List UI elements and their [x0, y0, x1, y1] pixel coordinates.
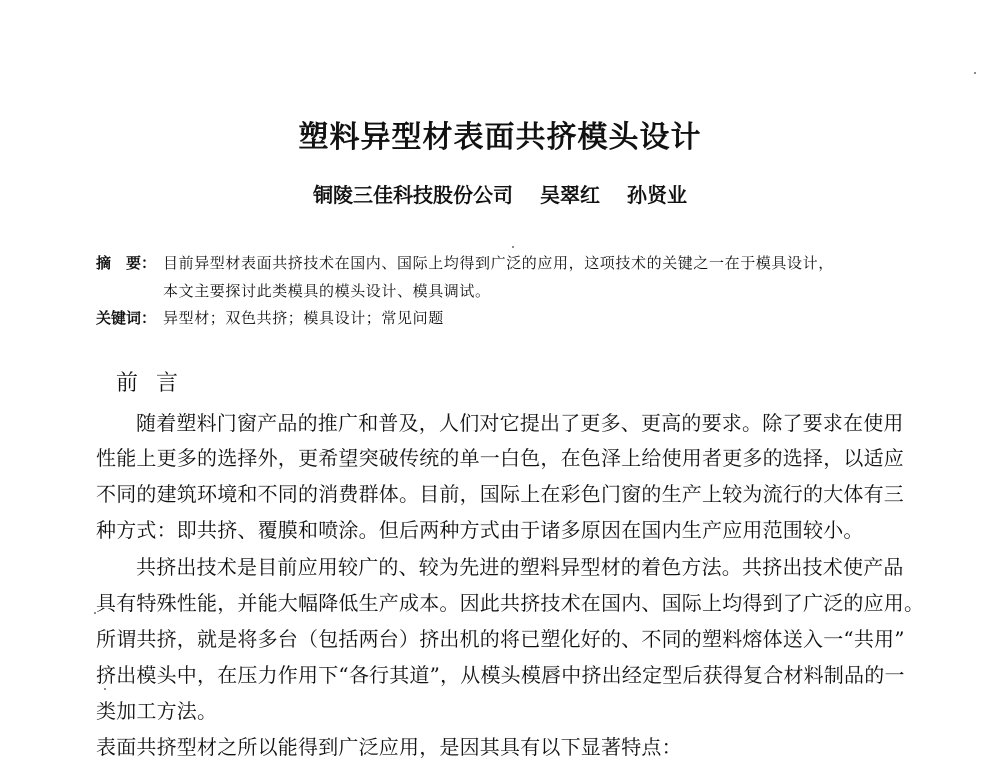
scan-speck: [104, 688, 106, 690]
body-line: 共挤出技术是目前应用较广的、较为先进的塑料异型材的着色方法。共挤出技术使产品: [136, 555, 904, 579]
section-heading: 前言: [116, 371, 197, 396]
body-line: 不同的建筑环境和不同的消费群体。目前，国际上在彩色门窗的生产上较为流行的大体有三: [96, 482, 904, 506]
body-line: 具有特殊性能，并能大幅降低生产成本。因此共挤技术在国内、国际上均得到了广泛的应用。: [96, 591, 925, 615]
body-line: 类加工方法。: [96, 699, 218, 723]
body-line: 随着塑料门窗产品的推广和普及，人们对它提出了更多、更高的要求。除了要求在使用: [136, 411, 904, 435]
abstract-text-line: 目前异型材表面共挤技术在国内、国际上均得到广泛的应用，这项技术的关键之一在于模具设计，: [163, 254, 834, 272]
body-line: 挤出模头中，在压力作用下“各行其道”，从模头模唇中挤出经定型后获得复合材料制品的一: [96, 663, 905, 687]
body-line: 表面共挤型材之所以能得到广泛应用，是因其具有以下显著特点：: [96, 735, 682, 759]
keywords-text: 异型材；双色共挤；模具设计；常见问题: [163, 309, 444, 327]
keywords-label: 关键词：: [96, 309, 157, 327]
abstract-text-line: 本文主要探讨此类模具的模头设计、模具调试。: [163, 282, 491, 300]
author-name: 孙贤业: [626, 183, 687, 207]
body-line: 性能上更多的选择外，更希望突破传统的单一白色，在色泽上给使用者更多的选择，以适应: [96, 446, 904, 470]
author-name: 吴翠红: [540, 183, 600, 207]
abstract-label: 摘 要：: [96, 254, 157, 272]
body-line: 种方式：即共挤、覆膜和喷涂。但后两种方式由于诸多原因在国内生产应用范围较小。: [96, 518, 864, 542]
body-line: 所谓共挤，就是将多台（包括两台）挤出机的将已塑化好的、不同的塑料熔体送入一“共用”: [96, 627, 905, 651]
author-line: [0, 179, 1000, 208]
scan-speck: [94, 612, 96, 614]
affiliation: 铜陵三佳科技股份公司: [313, 183, 514, 207]
scan-speck: [974, 72, 976, 74]
scan-speck: [512, 246, 514, 248]
paper-title: 塑料异型材表面共挤模头设计: [298, 120, 702, 155]
